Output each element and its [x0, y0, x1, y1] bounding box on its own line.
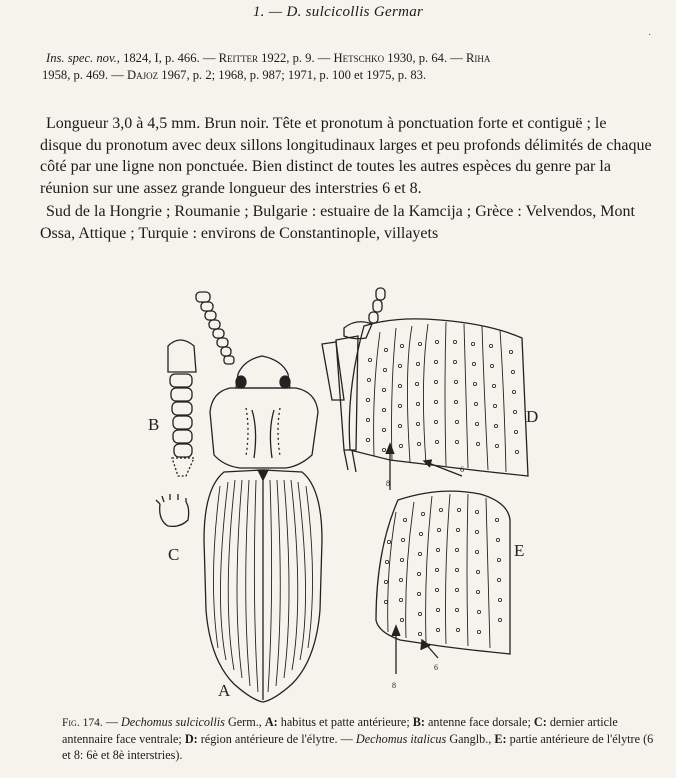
caption-text: Ganglb.,: [446, 732, 495, 746]
pronotum-furrow-left: [252, 410, 256, 458]
arrow-d-6: [426, 462, 462, 476]
elytron-detail-d: [349, 319, 538, 490]
label-d: D: [526, 407, 539, 426]
ref-text: 1967, p. 2; 1968, p. 987; 1971, p. 100 et 1975, p. 83.: [158, 68, 427, 82]
caption-fig-number: Fig. 174.: [62, 717, 103, 729]
caption-key: B:: [412, 715, 425, 729]
caption-key: D:: [184, 732, 198, 746]
caption-species: Dechomus italicus: [355, 732, 447, 746]
caption-text: partie antérieure de l'élytre (6 et 8: 6è et 8è interstries).: [62, 732, 654, 762]
antenna-left: [196, 292, 234, 364]
scan-speck: ·: [648, 30, 652, 41]
puncture-rows-e: [384, 508, 501, 635]
ref-text: , 1824, I, p. 466. —: [116, 51, 219, 65]
label-d-6: 6: [460, 465, 464, 474]
figure-caption: [62, 714, 662, 763]
beetle-habitus: [196, 292, 322, 702]
distribution-paragraph: Sud de la Hongrie ; Roumanie ; Bulgarie : estuaire de la Kamcija ; Grèce : Velvendos, Mont Ossa, Attique ; Turquie : environs de Constantinople, villayets: [40, 203, 635, 242]
ref-author: Dajoz: [127, 68, 159, 82]
label-e-8: 8: [392, 681, 396, 690]
ref-author: Hetschko: [333, 51, 385, 65]
pronotum-line-right: [278, 408, 280, 456]
caption-key: A:: [264, 715, 278, 729]
caption-text: Germ.,: [224, 715, 265, 729]
label-d-8: 8: [386, 479, 390, 488]
ref-text: 1958, p. 469. —: [42, 68, 128, 82]
elytron-detail-e: [376, 491, 524, 690]
eye-left: [236, 376, 246, 388]
label-c: C: [168, 545, 180, 564]
label-a: A: [218, 681, 231, 700]
figure-174: [0, 280, 676, 710]
caption-species: Dechomus sulcicollis: [121, 715, 225, 729]
antennal-article-c: [156, 494, 189, 564]
caption-text: —: [102, 715, 121, 729]
caption-text: antenne face dorsale;: [424, 715, 534, 729]
antenna-detail-b: [148, 340, 196, 476]
ref-author: Riha: [465, 51, 491, 65]
caption-key: C:: [533, 715, 547, 729]
pronotum-furrow-right: [270, 410, 274, 458]
ref-text: 1930, p. 64. —: [384, 51, 466, 65]
caption-text: dernier article antennaire face ventrale;: [62, 715, 618, 746]
eye-right: [280, 376, 290, 388]
ref-line-2: [42, 67, 646, 84]
label-b: B: [148, 415, 160, 434]
bibliography-references: [42, 50, 646, 84]
beetle-pronotum: [210, 388, 318, 468]
description-paragraph: Longueur 3,0 à 4,5 mm. Brun noir. Tête et pronotum à ponctuation forte et contiguë ; le disque du pronotum avec deux sillons longitudinaux larges et peu profonds délimités de chaque côté par une ligne non ponctuée. Bien distinct de toutes les autres espèces du genre par la réunion sur une assez grande longueur des interstries 6 et 8.: [40, 115, 652, 197]
puncture-rows-d: [366, 340, 518, 453]
species-heading: [0, 4, 676, 21]
caption-text: habitus et patte antérieure;: [277, 715, 413, 729]
label-e-6: 6: [434, 663, 438, 672]
ref-author: Reitter: [218, 51, 258, 65]
ref-text: 1922, p. 9. —: [257, 51, 334, 65]
species-description: [40, 113, 652, 244]
species-name: D. sulcicollis Germar: [286, 4, 424, 20]
pronotum-line-left: [246, 408, 248, 456]
caption-key: E:: [494, 732, 507, 746]
label-e: E: [514, 541, 525, 560]
ref-title: Ins. spec. nov.: [46, 51, 117, 65]
caption-text: région antérieure de l'élytre. —: [197, 732, 356, 746]
species-number: 1. —: [252, 4, 283, 20]
